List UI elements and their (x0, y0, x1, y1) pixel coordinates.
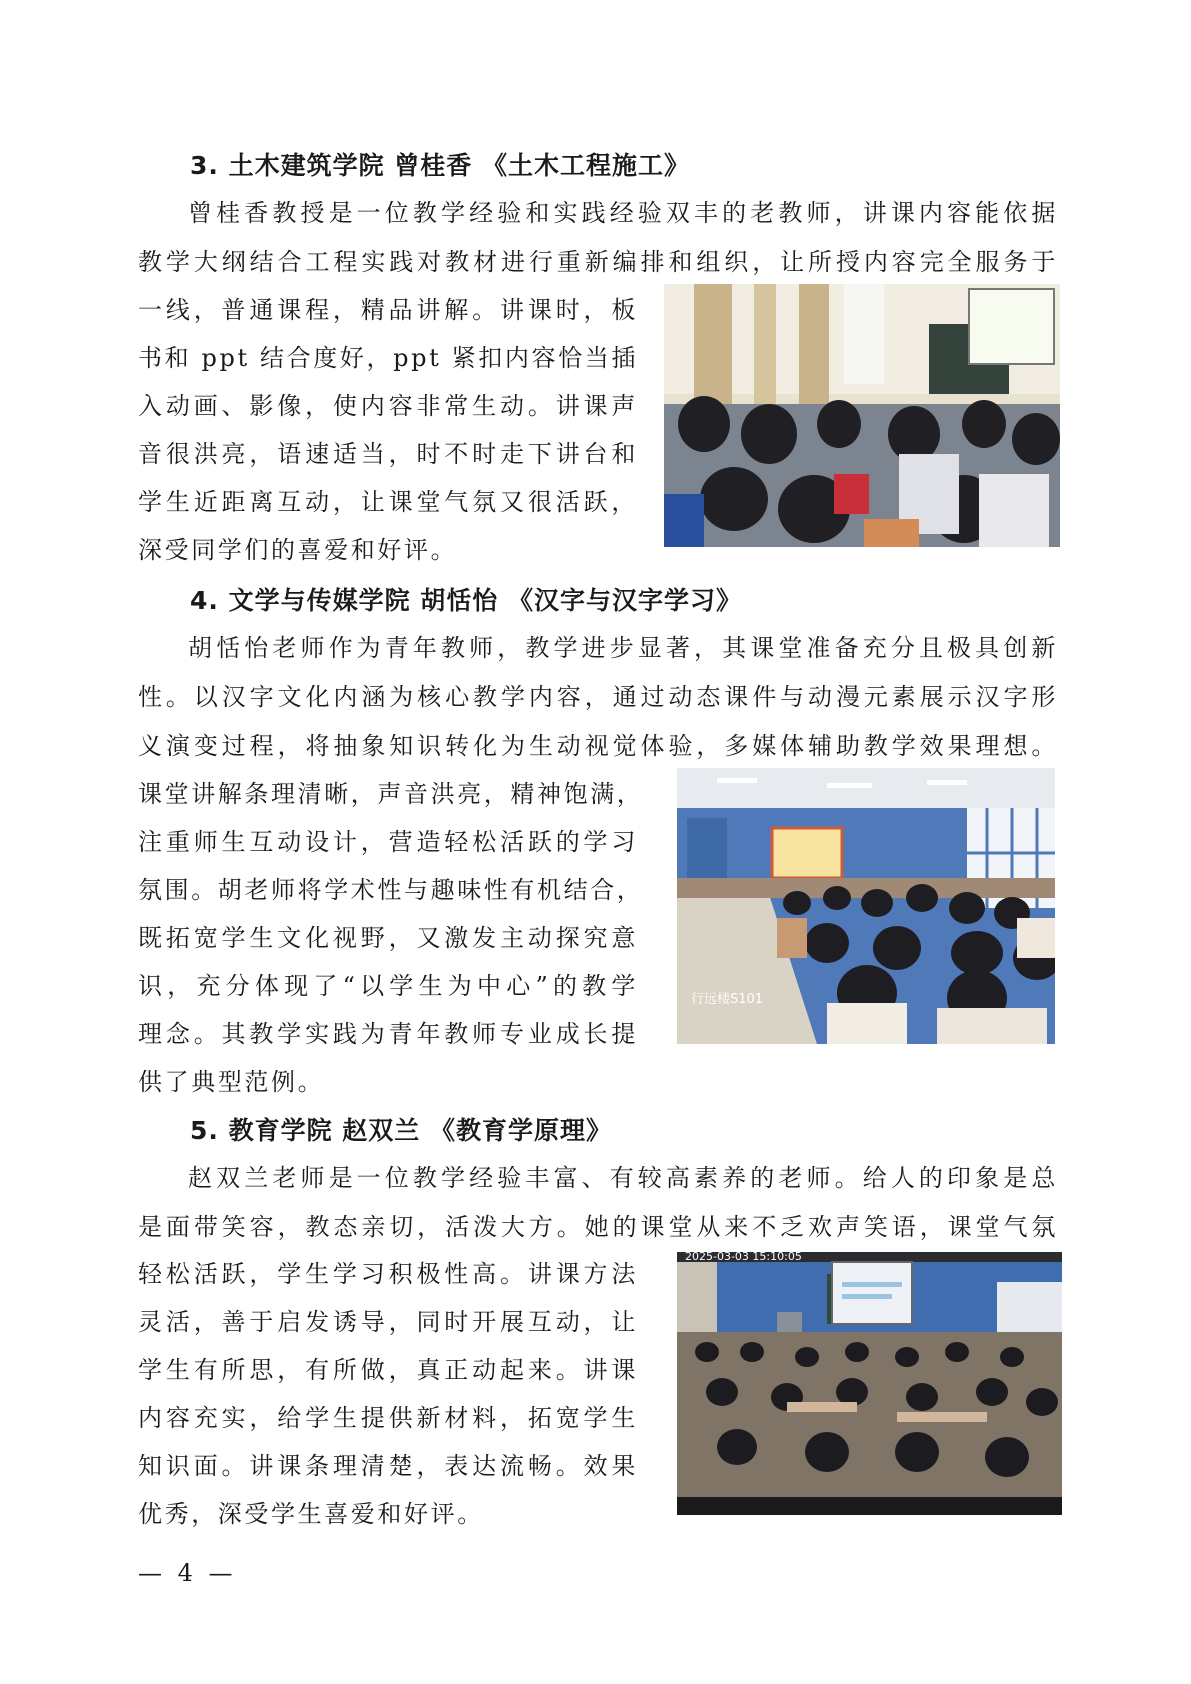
page-number: — 4 — (138, 1559, 237, 1587)
paragraph-line: 识，充分体现了“以学生为中心”的教学 (138, 972, 638, 1000)
classroom-photo-literature (677, 768, 1055, 1044)
paragraph-line: 书和 ppt 结合度好，ppt 紧扣内容恰当插 (138, 344, 638, 372)
photo-caption: 行远楼S101 (691, 992, 764, 1007)
paragraph-line: 知识面。讲课条理清楚，表达流畅。效果 (138, 1452, 638, 1480)
paragraph-line: 理念。其教学实践为青年教师专业成长提 (138, 1020, 638, 1048)
paragraph-line: 既拓宽学生文化视野，又激发主动探究意 (138, 924, 638, 952)
paragraph-line: 学生近距离互动，让课堂气氛又很活跃， (138, 488, 638, 516)
paragraph-line: 音很洪亮，语速适当，时不时走下讲台和 (138, 440, 638, 468)
classroom-photo-education (677, 1252, 1062, 1515)
classroom-photo-civil-engineering (664, 284, 1060, 547)
section-heading-5: 5. 教育学院 赵双兰 《教育学原理》 (190, 1116, 613, 1145)
paragraph-line: 是面带笑容，教态亲切，活泼大方。她的课堂从来不乏欢声笑语，课堂气氛 (138, 1213, 1058, 1241)
paragraph-line: 赵双兰老师是一位教学经验丰富、有较高素养的老师。给人的印象是总 (188, 1164, 1058, 1192)
paragraph-line: 入动画、影像，使内容非常生动。讲课声 (138, 392, 638, 420)
paragraph-line: 学生有所思，有所做，真正动起来。讲课 (138, 1356, 638, 1384)
paragraph-line: 义演变过程，将抽象知识转化为生动视觉体验，多媒体辅助教学效果理想。 (138, 732, 1058, 760)
paragraph-line: 胡恬怡老师作为青年教师，教学进步显著，其课堂准备充分且极具创新 (188, 634, 1058, 662)
paragraph-line: 教学大纲结合工程实践对教材进行重新编排和组织，让所授内容完全服务于 (138, 248, 1058, 276)
paragraph-line: 内容充实，给学生提供新材料，拓宽学生 (138, 1404, 638, 1432)
paragraph-line: 曾桂香教授是一位教学经验和实践经验双丰的老教师，讲课内容能依据 (188, 199, 1058, 227)
paragraph-line: 轻松活跃，学生学习积极性高。讲课方法 (138, 1260, 638, 1288)
photo-timestamp: 2025-03-03 15:10:05 (685, 1252, 802, 1263)
paragraph-line: 供了典型范例。 (138, 1068, 325, 1096)
paragraph-line: 氛围。胡老师将学术性与趣味性有机结合， (138, 876, 644, 904)
paragraph-line: 一线，普通课程，精品讲解。讲课时，板 (138, 296, 638, 324)
paragraph-line: 性。以汉字文化内涵为核心教学内容，通过动态课件与动漫元素展示汉字形 (138, 683, 1058, 711)
paragraph-line: 灵活，善于启发诱导，同时开展互动，让 (138, 1308, 638, 1336)
section-heading-3: 3. 土木建筑学院 曾桂香 《土木工程施工》 (190, 151, 691, 180)
paragraph-line: 注重师生互动设计，营造轻松活跃的学习 (138, 828, 638, 856)
paragraph-line: 优秀，深受学生喜爱和好评。 (138, 1500, 484, 1528)
paragraph-line: 课堂讲解条理清晰，声音洪亮，精神饱满， (138, 780, 644, 808)
section-heading-4: 4. 文学与传媒学院 胡恬怡 《汉字与汉字学习》 (190, 586, 743, 615)
paragraph-line: 深受同学们的喜爱和好评。 (138, 536, 458, 564)
